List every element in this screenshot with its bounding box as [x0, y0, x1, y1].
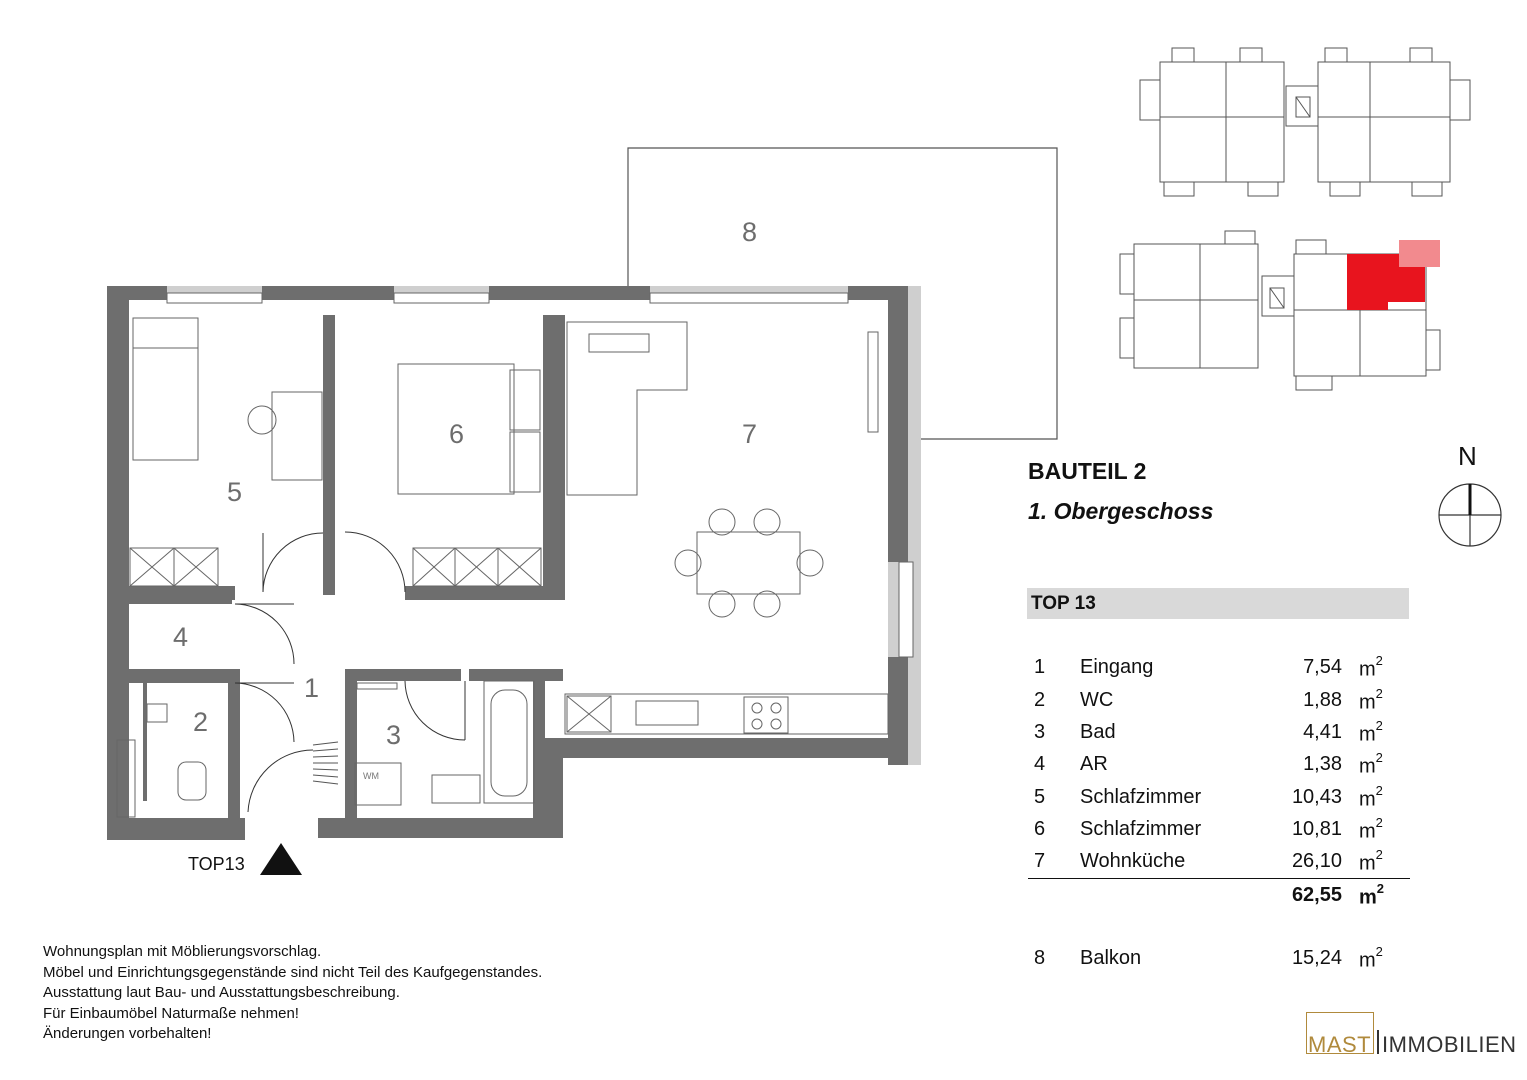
- key-plan-upper-floor: [1140, 48, 1470, 196]
- compass-north-label: N: [1458, 441, 1477, 471]
- room-label-5: 5: [227, 477, 243, 507]
- room-area: 4,41: [1303, 721, 1342, 743]
- area-unit: $m^2$: [1359, 750, 1383, 778]
- area-unit: $m^2$: [1359, 653, 1383, 681]
- disclaimer-line: Ausstattung laut Bau- und Ausstattungsbeschreibung.: [43, 984, 400, 1001]
- disclaimer-line: Möbel und Einrichtungsgegenstände sind nicht Teil des Kaufgegenstandes.: [43, 963, 543, 981]
- logo-separator: [1377, 1030, 1379, 1054]
- disclaimer-line: Wohnungsplan mit Möblierungsvorschlag.: [43, 943, 322, 960]
- room-area: 26,10: [1291, 850, 1342, 872]
- room-number: 1: [1034, 656, 1046, 678]
- entrance-label: TOP13: [188, 854, 245, 874]
- logo-brand: MAST: [1308, 1032, 1372, 1057]
- area-unit: $m^2$: [1359, 815, 1383, 843]
- furniture-living-7: [565, 322, 888, 734]
- balcony-row: [1028, 944, 1410, 975]
- unit-title: TOP 13: [1027, 588, 1409, 619]
- area-unit: $m^2$: [1359, 944, 1383, 972]
- room-row: [1028, 815, 1410, 846]
- room-number: 7: [1034, 850, 1046, 872]
- room-name: Eingang: [1080, 656, 1154, 678]
- room-area: 10,43: [1291, 786, 1342, 808]
- total-row: [1028, 881, 1410, 912]
- room-area: 1,38: [1303, 753, 1342, 775]
- logo-suffix: IMMOBILIEN: [1382, 1032, 1517, 1057]
- entrance-arrow-icon: [260, 843, 302, 875]
- room-label-4: 4: [173, 622, 189, 652]
- room-number: 4: [1034, 753, 1046, 775]
- disclaimer-line: Für Einbaumöbel Naturmaße nehmen!: [43, 1004, 299, 1022]
- area-unit: $m^2$: [1359, 718, 1383, 746]
- washer-label: WM: [363, 771, 379, 781]
- area-unit: $m^2$: [1359, 686, 1383, 714]
- furniture-bedroom-6: [398, 364, 541, 586]
- room-name: Bad: [1080, 721, 1116, 743]
- room-label-8: 8: [742, 217, 758, 247]
- room-label-7: 7: [742, 419, 758, 449]
- room-name: Wohnküche: [1080, 850, 1186, 872]
- room-name: Balkon: [1080, 947, 1142, 969]
- room-row: [1028, 653, 1410, 684]
- furniture-bedroom-5: [130, 318, 322, 586]
- room-name: WC: [1080, 689, 1114, 711]
- area-unit: $m^2$: [1359, 847, 1383, 875]
- room-number: 5: [1034, 786, 1046, 808]
- room-row: [1028, 847, 1410, 878]
- room-row: [1028, 686, 1410, 717]
- room-name: Schlafzimmer: [1080, 818, 1202, 840]
- walls: [107, 286, 908, 840]
- room-row: [1028, 718, 1410, 749]
- room-row: [1028, 783, 1410, 814]
- disclaimer-line: Änderungen vorbehalten!: [43, 1025, 212, 1042]
- room-label-2: 2: [193, 707, 209, 737]
- furniture-bath-wc: [117, 681, 534, 817]
- disclaimer: [43, 942, 542, 1045]
- room-number: 3: [1034, 721, 1046, 743]
- room-area: 1,88: [1303, 689, 1342, 711]
- building-title: BAUTEIL 2: [1028, 458, 1147, 484]
- room-number: 2: [1034, 689, 1046, 711]
- room-row: [1028, 750, 1410, 781]
- room-area: 10,81: [1291, 818, 1342, 840]
- total-divider: [1028, 878, 1410, 879]
- room-area: 7,54: [1303, 656, 1342, 678]
- room-area: 15,24: [1291, 947, 1342, 969]
- room-number: 6: [1034, 818, 1046, 840]
- room-name: AR: [1080, 753, 1108, 775]
- area-unit: $m^2$: [1359, 881, 1385, 909]
- room-number: 8: [1034, 947, 1046, 969]
- stair-lines: [313, 742, 338, 784]
- room-label-3: 3: [386, 720, 402, 750]
- floor-title: 1. Obergeschoss: [1028, 498, 1214, 524]
- room-label-6: 6: [449, 419, 465, 449]
- key-plan-highlight-balcony: [1399, 240, 1440, 267]
- total-area: 62,55: [1291, 884, 1342, 906]
- room-name: Schlafzimmer: [1080, 786, 1202, 808]
- area-unit: $m^2$: [1359, 783, 1383, 811]
- room-label-1: 1: [304, 673, 320, 703]
